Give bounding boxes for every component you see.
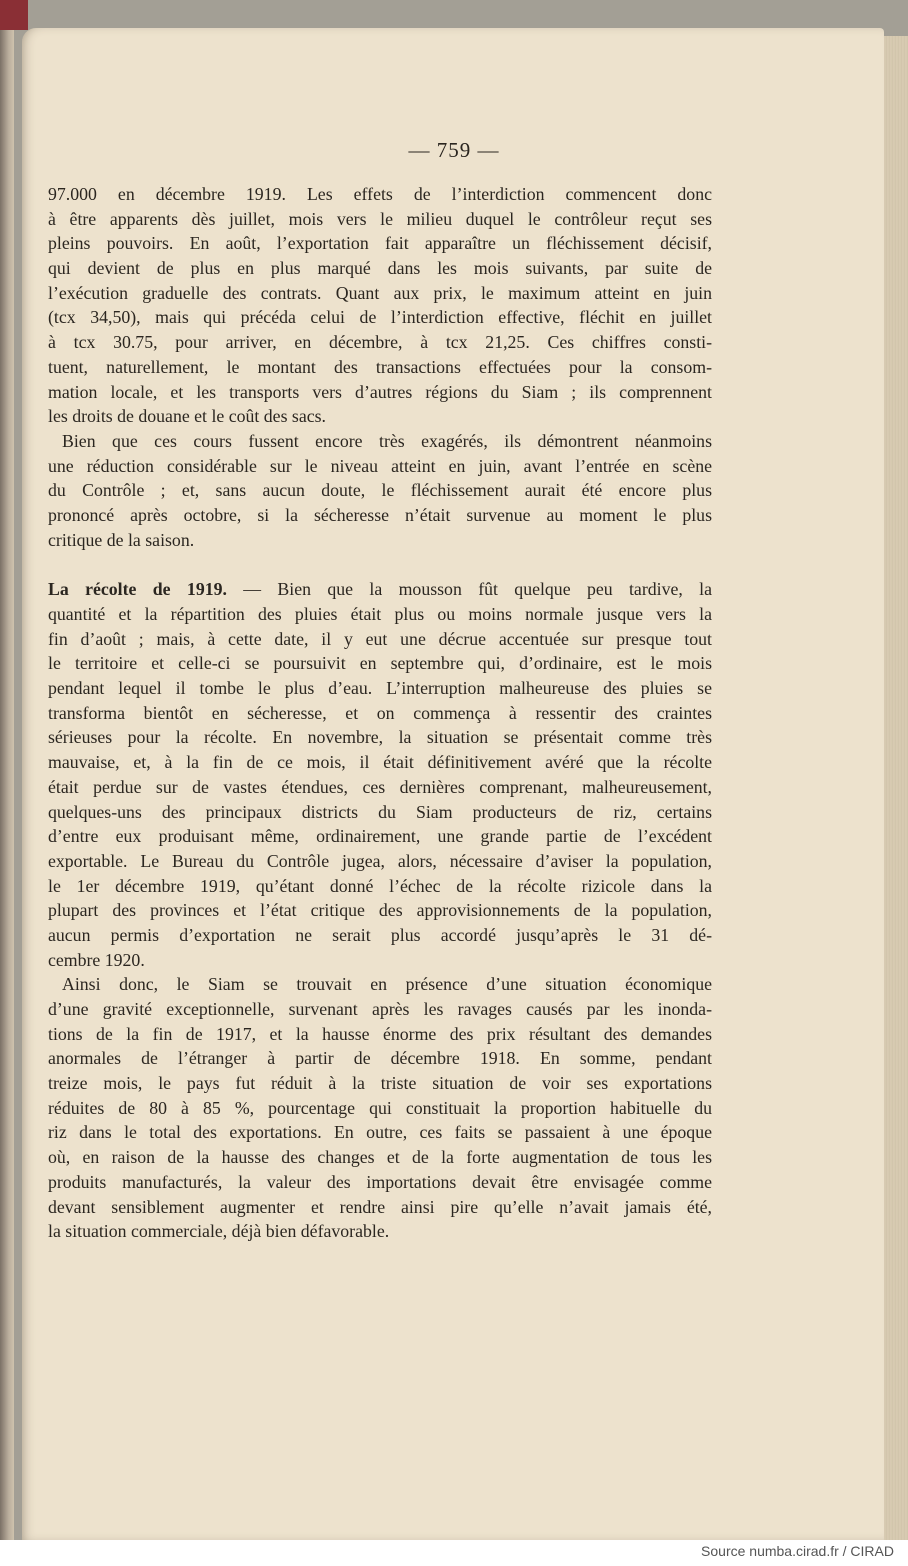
text-line: mation locale, et les transports vers d’autres régions du Siam ; ils comprennent xyxy=(48,381,712,402)
text-span: — Bien que la mousson fût quelque peu tardive, la xyxy=(226,579,712,600)
text-line: exportable. Le Bureau du Contrôle jugea, alors, nécessaire d’aviser la population, xyxy=(48,850,712,871)
document-body xyxy=(48,182,712,1244)
text-line: où, en raison de la hausse des changes et de la forte augmentation de tous les xyxy=(48,1147,712,1168)
text-line: (tcx 34,50), mais qui précéda celui de l’interdiction effective, fléchit en juillet xyxy=(48,307,712,328)
text-line: à être apparents dès juillet, mois vers le milieu duquel le contrôleur reçut ses xyxy=(48,208,712,229)
text-line: cembre 1920. xyxy=(48,949,145,970)
paragraph-4 xyxy=(48,972,712,1244)
paragraph-2 xyxy=(48,429,712,552)
text-line: fin d’août ; mais, à cette date, il y eut une décrue accentuée sur presque tout xyxy=(48,628,712,649)
book-binding xyxy=(0,0,14,1540)
text-line: 97.000 en décembre 1919. Les effets de l’interdiction commencent donc xyxy=(48,184,712,204)
text-line: Ainsi donc, le Siam se trouvait en présence d’une situation économique xyxy=(62,974,712,995)
paragraph-1 xyxy=(48,182,712,429)
text-line: quelques-uns des principaux districts du Siam producteurs de riz, certains xyxy=(48,801,712,822)
text-line: tuent, naturellement, le montant des transactions effectuées pour la consom- xyxy=(48,356,712,377)
text-line: devant sensiblement augmenter et rendre ainsi pire qu’elle n’avait jamais été, xyxy=(48,1196,712,1217)
text-line: d’une gravité exceptionnelle, survenant après les ravages causés par les inonda- xyxy=(48,999,712,1019)
text-line: une réduction considérable sur le niveau atteint en juin, avant l’entrée en scène xyxy=(48,455,712,476)
text-line: produits manufacturés, la valeur des importations devait être envisagée comme xyxy=(48,1171,712,1192)
text-line: pendant lequel il tombe le plus d’eau. L’interruption malheureuse des pluies se xyxy=(48,678,712,699)
text-line: mauvaise, et, à la fin de ce mois, il était définitivement avéré que la récolte xyxy=(48,752,712,773)
section-gap xyxy=(48,552,712,577)
text-line: était perdue sur de vastes étendues, ces dernières comprenant, malheureusement, xyxy=(48,776,712,797)
text-line: pleins pouvoirs. En août, l’exportation fait apparaître un fléchissement décisif, xyxy=(48,233,712,254)
section-title: La récolte de 1919. xyxy=(48,579,227,600)
text-line: les droits de douane et le coût des sacs. xyxy=(48,406,326,427)
text-line: critique de la saison. xyxy=(48,529,195,550)
text-line: Bien que ces cours fussent encore très exagérés, ils démontrent néanmoins xyxy=(62,430,712,451)
text-line: le territoire et celle-ci se poursuivit en septembre qui, d’ordinaire, est le mois xyxy=(48,653,712,674)
text-line: sérieuses pour la récolte. En novembre, la situation se présentait comme très xyxy=(48,727,712,748)
text-line: quantité et la répartition des pluies était plus ou moins normale jusque vers la xyxy=(48,604,712,624)
text-line: aucun permis d’exportation ne serait plus accordé jusqu’après le 31 dé- xyxy=(48,924,712,945)
binding-ribbon xyxy=(0,0,28,30)
text-line: tions de la fin de 1917, et la hausse énorme des prix résultant des demandes xyxy=(48,1023,712,1044)
paragraph-3 xyxy=(48,577,712,972)
text-line: prononcé après octobre, si la sécheresse n’était survenue au moment le plus xyxy=(48,504,712,525)
text-line: plupart des provinces et l’état critique des approvisionnements de la population, xyxy=(48,900,712,921)
page-number: — 759 — xyxy=(408,138,500,162)
page-edges xyxy=(880,36,908,1540)
text-line: la situation commerciale, déjà bien défavorable. xyxy=(48,1221,390,1242)
text-line: le 1er décembre 1919, qu’étant donné l’échec de la récolte rizicole dans la xyxy=(48,875,712,896)
text-line: treize mois, le pays fut réduit à la triste situation de voir ses exportations xyxy=(48,1073,712,1094)
text-line: qui devient de plus en plus marqué dans les mois suivants, par suite de xyxy=(48,258,712,279)
text-line: transforma bientôt en sécheresse, et on commença à ressentir des craintes xyxy=(48,702,712,723)
text-line: d’entre eux produisant même, ordinairement, une grande partie de l’excédent xyxy=(48,826,712,847)
section-heading-line xyxy=(48,577,712,602)
text-line: du Contrôle ; et, sans aucun doute, le fléchissement aurait été encore plus xyxy=(48,480,712,501)
text-line: riz dans le total des exportations. En outre, ces faits se passaient à une époque xyxy=(48,1122,712,1143)
source-footer: Source numba.cirad.fr / CIRAD xyxy=(701,1543,894,1559)
text-line: à tcx 30.75, pour arriver, en décembre, à tcx 21,25. Ces chiffres consti- xyxy=(48,332,712,353)
text-line: anormales de l’étranger à partir de décembre 1918. En somme, pendant xyxy=(48,1048,712,1069)
text-line: l’exécution graduelle des contrats. Quant aux prix, le maximum atteint en juin xyxy=(48,282,712,303)
text-line: réduites de 80 à 85 %, pourcentage qui constituait la proportion habituelle du xyxy=(48,1097,712,1118)
